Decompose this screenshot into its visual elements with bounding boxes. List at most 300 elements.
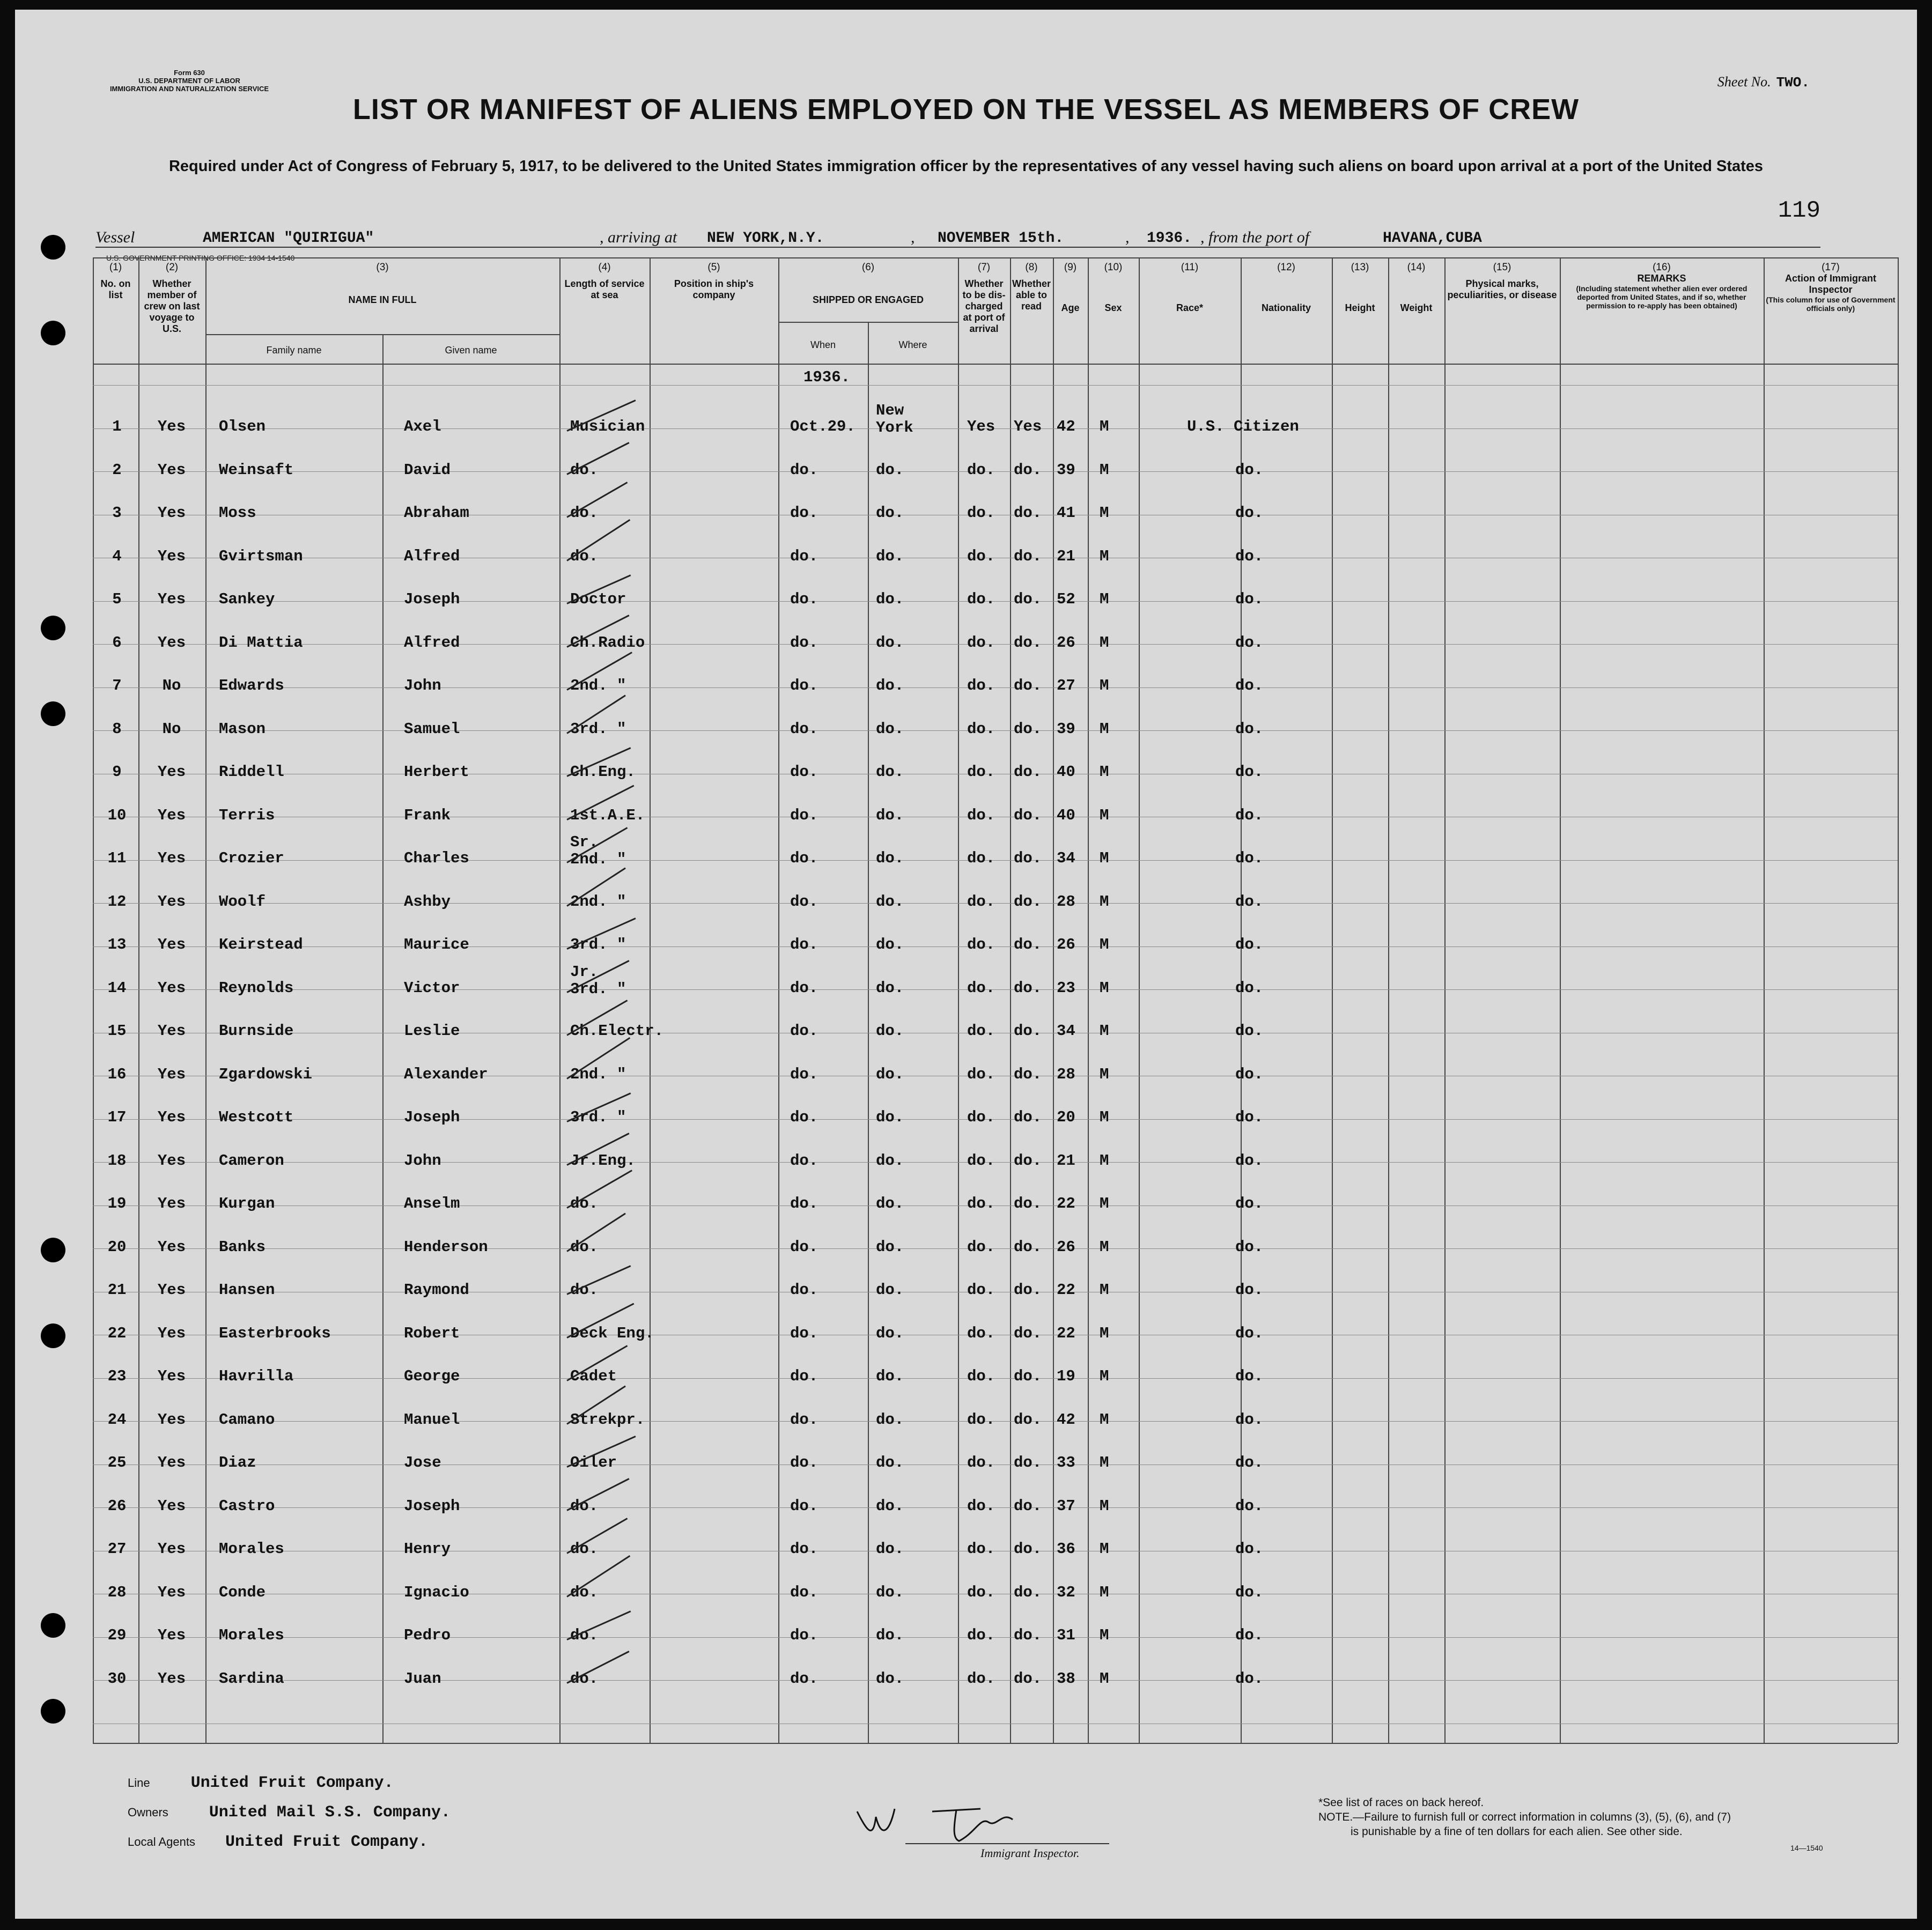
cell-age: 27 xyxy=(1057,677,1075,694)
column-divider xyxy=(958,257,959,1743)
cell-nationality: do. xyxy=(1235,1411,1264,1429)
manifest-sheet xyxy=(15,10,1917,1919)
column-divider xyxy=(382,334,384,1743)
cell-given: Pedro xyxy=(404,1626,451,1644)
cell-family: Reynolds xyxy=(219,979,294,997)
cell-position: Musician xyxy=(570,418,645,435)
cell-family: Weinsaft xyxy=(219,461,294,479)
column-divider xyxy=(1388,257,1389,1743)
cell-read: do. xyxy=(1014,1152,1042,1170)
cell-sex: M xyxy=(1100,1454,1109,1471)
cell-when: do. xyxy=(790,1238,818,1256)
cell-read: do. xyxy=(1014,1195,1042,1212)
cell-family: Hansen xyxy=(219,1281,275,1299)
column-divider xyxy=(650,257,651,1743)
column-subheader: Given name xyxy=(445,345,497,356)
cell-family: Kurgan xyxy=(219,1195,275,1212)
row-rule xyxy=(93,989,1898,990)
cell-disch: do. xyxy=(967,1626,996,1644)
cell-nationality: do. xyxy=(1235,634,1264,652)
departure-port: HAVANA,CUBA xyxy=(1383,230,1482,247)
cell-when: do. xyxy=(790,849,818,867)
cell-nationality: do. xyxy=(1235,763,1264,781)
cell-read: do. xyxy=(1014,1584,1042,1601)
cell-when: do. xyxy=(790,1195,818,1212)
cell-position: do. xyxy=(570,1238,599,1256)
cell-given: Manuel xyxy=(404,1411,460,1429)
column-header: (17) Action of Immigrant Inspector (This column for use of Government officials only) xyxy=(1766,262,1896,313)
cell-given: Joseph xyxy=(404,590,460,608)
cell-disch: do. xyxy=(967,936,996,953)
row-rule xyxy=(93,1162,1898,1163)
cell-age: 33 xyxy=(1057,1454,1075,1471)
cell-where: do. xyxy=(876,979,904,997)
cell-nationality: do. xyxy=(1235,936,1264,953)
row-rule xyxy=(93,860,1898,861)
cell-nationality: do. xyxy=(1235,1540,1264,1558)
page-title: LIST OR MANIFEST OF ALIENS EMPLOYED ON THE VESSEL AS MEMBERS OF CREW xyxy=(352,93,1580,125)
cell-age: 22 xyxy=(1057,1195,1075,1212)
binder-hole xyxy=(41,1323,65,1348)
cell-position: Ch.Eng. xyxy=(570,763,636,781)
cell-where: do. xyxy=(876,763,904,781)
cell-disch: do. xyxy=(967,1584,996,1601)
cell-age: 41 xyxy=(1057,504,1075,522)
cell-nationality: do. xyxy=(1235,1195,1264,1212)
cell-read: do. xyxy=(1014,979,1042,997)
cell-position: Jr.Eng. xyxy=(570,1152,636,1170)
cell-no: 11 xyxy=(107,849,127,867)
cell-position: 1st.A.E. xyxy=(570,807,645,824)
cell-where: do. xyxy=(876,1108,904,1126)
cell-where: do. xyxy=(876,1022,904,1040)
cell-age: 22 xyxy=(1057,1325,1075,1342)
row-rule xyxy=(93,1507,1898,1508)
cell-disch: do. xyxy=(967,979,996,997)
cell-sex: M xyxy=(1100,1411,1109,1429)
cell-position: 3rd. " xyxy=(570,720,626,738)
cell-last: Yes xyxy=(157,1497,186,1515)
cell-nationality: do. xyxy=(1235,979,1264,997)
cell-where: do. xyxy=(876,1152,904,1170)
cell-age: 21 xyxy=(1057,1152,1075,1170)
cell-age: 42 xyxy=(1057,1411,1075,1429)
cell-no: 19 xyxy=(107,1195,127,1212)
arrival-date: NOVEMBER 15th. xyxy=(938,230,1064,247)
cell-position: Cadet xyxy=(570,1367,617,1385)
cell-sex: M xyxy=(1100,807,1109,824)
cell-age: 28 xyxy=(1057,893,1075,911)
cell-family: Crozier xyxy=(219,849,284,867)
arrival-year: 1936. xyxy=(1147,230,1192,247)
cell-disch: do. xyxy=(967,1454,996,1471)
column-header: (13) Height xyxy=(1345,262,1375,313)
cell-given: Ashby xyxy=(404,893,451,911)
cell-when: do. xyxy=(790,548,818,565)
cell-given: Ignacio xyxy=(404,1584,469,1601)
cell-age: 20 xyxy=(1057,1108,1075,1126)
cell-age: 40 xyxy=(1057,763,1075,781)
cell-read: do. xyxy=(1014,1238,1042,1256)
binder-hole xyxy=(41,701,65,726)
cell-where: do. xyxy=(876,548,904,565)
cell-when: do. xyxy=(790,504,818,522)
column-header: (8) Whether able to read xyxy=(1012,262,1051,312)
cell-sex: M xyxy=(1100,849,1109,867)
cell-read: do. xyxy=(1014,1281,1042,1299)
cell-position: 2nd. " xyxy=(570,1066,626,1083)
cell-where: do. xyxy=(876,1497,904,1515)
cell-age: 34 xyxy=(1057,1022,1075,1040)
cell-when: do. xyxy=(790,1281,818,1299)
cell-nationality: do. xyxy=(1235,1325,1264,1342)
cell-nationality: do. xyxy=(1235,849,1264,867)
sheet-number: Sheet No. TWO. xyxy=(1717,74,1810,91)
cell-sex: M xyxy=(1100,979,1109,997)
cell-given: Leslie xyxy=(404,1022,460,1040)
cell-position: Sr. 2nd. " xyxy=(570,833,626,868)
cell-position: do. xyxy=(570,548,599,565)
column-header: (10) Sex xyxy=(1104,262,1123,313)
cell-disch: do. xyxy=(967,1066,996,1083)
cell-sex: M xyxy=(1100,1626,1109,1644)
cell-no: 12 xyxy=(107,893,127,911)
cell-given: Alfred xyxy=(404,634,460,652)
cell-read: do. xyxy=(1014,1325,1042,1342)
cell-no: 3 xyxy=(112,504,122,522)
cell-last: Yes xyxy=(157,1022,186,1040)
cell-disch: do. xyxy=(967,1022,996,1040)
cell-no: 7 xyxy=(112,677,122,694)
cell-nationality: do. xyxy=(1235,1238,1264,1256)
cell-nationality: do. xyxy=(1235,677,1264,694)
column-header: (4) Length of service at sea xyxy=(564,262,645,300)
cell-given: Herbert xyxy=(404,763,469,781)
cell-read: do. xyxy=(1014,1626,1042,1644)
cell-no: 23 xyxy=(107,1367,127,1385)
vessel-name: AMERICAN "QUIRIGUA" xyxy=(203,230,374,247)
owners-field: Owners United Mail S.S. Company. xyxy=(128,1803,451,1822)
cell-nationality: do. xyxy=(1235,1626,1264,1644)
cell-disch: do. xyxy=(967,763,996,781)
row-rule xyxy=(93,644,1898,645)
service-check-mark xyxy=(566,1555,630,1598)
cell-read: do. xyxy=(1014,1108,1042,1126)
cell-last: Yes xyxy=(157,418,186,435)
row-rule xyxy=(93,1248,1898,1249)
column-subheader: Where xyxy=(898,339,927,350)
cell-when: do. xyxy=(790,590,818,608)
row-rule xyxy=(93,1637,1898,1638)
cell-given: Abraham xyxy=(404,504,469,522)
cell-no: 26 xyxy=(107,1497,127,1515)
cell-disch: do. xyxy=(967,1670,996,1688)
page-subtitle: Required under Act of Congress of February 5, 1917, to be delivered to the United States immigration officer by the representatives of any vessel having such aliens on board upon arrival at a port of the United States xyxy=(168,158,1764,175)
cell-sex: M xyxy=(1100,677,1109,694)
cell-position: 3rd. " xyxy=(570,936,626,953)
row-rule xyxy=(93,471,1898,472)
cell-given: Henderson xyxy=(404,1238,488,1256)
cell-nationality: do. xyxy=(1235,461,1264,479)
cell-age: 39 xyxy=(1057,461,1075,479)
cell-disch: do. xyxy=(967,807,996,824)
column-divider xyxy=(1898,257,1899,1743)
cell-family: Olsen xyxy=(219,418,266,435)
cell-last: Yes xyxy=(157,548,186,565)
cell-sex: M xyxy=(1100,720,1109,738)
cell-position: Deck Eng. xyxy=(570,1325,654,1342)
cell-no: 29 xyxy=(107,1626,127,1644)
service-check-mark xyxy=(566,1265,631,1295)
cell-family: Easterbrooks xyxy=(219,1325,331,1342)
cell-disch: do. xyxy=(967,1540,996,1558)
cell-family: Sardina xyxy=(219,1670,284,1688)
cell-family: Conde xyxy=(219,1584,266,1601)
service-check-mark xyxy=(566,1170,632,1209)
column-divider xyxy=(1560,257,1561,1743)
cell-age: 37 xyxy=(1057,1497,1075,1515)
service-check-mark xyxy=(566,1610,631,1640)
column-divider xyxy=(1332,257,1333,1743)
cell-when: do. xyxy=(790,1108,818,1126)
column-divider xyxy=(868,322,869,1743)
cell-when: do. xyxy=(790,1325,818,1342)
binder-hole xyxy=(41,1238,65,1262)
cell-family: Zgardowski xyxy=(219,1066,313,1083)
cell-disch: do. xyxy=(967,849,996,867)
cell-age: 36 xyxy=(1057,1540,1075,1558)
cell-last: Yes xyxy=(157,1152,186,1170)
cell-position: do. xyxy=(570,1195,599,1212)
arrival-port: NEW YORK,N.Y. xyxy=(707,230,824,247)
column-divider xyxy=(205,257,207,1743)
cell-last: Yes xyxy=(157,979,186,997)
cell-nationality: do. xyxy=(1235,1022,1264,1040)
cell-nationality: do. xyxy=(1235,1584,1264,1601)
cell-sex: M xyxy=(1100,1281,1109,1299)
row-rule xyxy=(93,601,1898,602)
column-header: (5) Position in ship's company xyxy=(674,262,754,300)
cell-disch: do. xyxy=(967,634,996,652)
cell-where: do. xyxy=(876,720,904,738)
cell-no: 30 xyxy=(107,1670,127,1688)
cell-when: do. xyxy=(790,1367,818,1385)
cell-sex: M xyxy=(1100,1540,1109,1558)
cell-where: do. xyxy=(876,1454,904,1471)
cell-nationality: do. xyxy=(1235,893,1264,911)
column-header: (15) Physical marks, peculiarities, or disease xyxy=(1447,262,1557,300)
cell-disch: do. xyxy=(967,720,996,738)
form-number: Form 630 U.S. DEPARTMENT OF LABOR IMMIGRATION AND NATURALIZATION SERVICE xyxy=(109,69,269,93)
cell-last: Yes xyxy=(157,1108,186,1126)
cell-read: do. xyxy=(1014,936,1042,953)
cell-where: do. xyxy=(876,807,904,824)
cell-sex: M xyxy=(1100,634,1109,652)
cell-family: Sankey xyxy=(219,590,275,608)
column-header: (12) Nationality xyxy=(1261,262,1311,313)
cell-sex: M xyxy=(1100,418,1109,435)
cell-last: Yes xyxy=(157,634,186,652)
cell-family: Morales xyxy=(219,1626,284,1644)
cell-last: Yes xyxy=(157,1454,186,1471)
cell-sex: M xyxy=(1100,1584,1109,1601)
binder-hole xyxy=(41,235,65,260)
cell-when: do. xyxy=(790,893,818,911)
cell-sex: M xyxy=(1100,1195,1109,1212)
cell-given: Charles xyxy=(404,849,469,867)
row-rule xyxy=(93,1119,1898,1120)
cell-no: 22 xyxy=(107,1325,127,1342)
row-rule xyxy=(93,1378,1898,1379)
cell-last: Yes xyxy=(157,504,186,522)
cell-read: do. xyxy=(1014,893,1042,911)
cell-read: do. xyxy=(1014,1497,1042,1515)
cell-family: Diaz xyxy=(219,1454,256,1471)
cell-given: David xyxy=(404,461,451,479)
row-rule xyxy=(93,1680,1898,1681)
column-subheader: When xyxy=(810,339,836,350)
cell-disch: do. xyxy=(967,1195,996,1212)
cell-when: do. xyxy=(790,1411,818,1429)
column-divider xyxy=(1010,257,1011,1743)
cell-last: Yes xyxy=(157,807,186,824)
printing-office-note: U.S. GOVERNMENT PRINTING OFFICE: 1934 14-1540 xyxy=(106,254,295,262)
cell-when: do. xyxy=(790,1584,818,1601)
cell-family: Woolf xyxy=(219,893,266,911)
cell-nationality: do. xyxy=(1235,1281,1264,1299)
cell-age: 26 xyxy=(1057,936,1075,953)
cell-no: 14 xyxy=(107,979,127,997)
cell-age: 26 xyxy=(1057,634,1075,652)
cell-no: 18 xyxy=(107,1152,127,1170)
cell-read: do. xyxy=(1014,1411,1042,1429)
cell-family: Castro xyxy=(219,1497,275,1515)
cell-disch: do. xyxy=(967,1367,996,1385)
cell-position: do. xyxy=(570,1670,599,1688)
inspector-signature xyxy=(852,1795,1120,1854)
cell-no: 10 xyxy=(107,807,127,824)
cell-last: Yes xyxy=(157,461,186,479)
cell-last: Yes xyxy=(157,936,186,953)
cell-no: 5 xyxy=(112,590,122,608)
column-divider xyxy=(93,257,94,1743)
cell-sex: M xyxy=(1100,504,1109,522)
column-header: (2) Whether member of crew on last voyage to U.S. xyxy=(144,262,200,334)
column-subheader: Family name xyxy=(266,345,322,356)
column-header: (1) No. on list xyxy=(100,262,131,300)
service-check-mark xyxy=(566,519,630,561)
cell-where: do. xyxy=(876,1626,904,1644)
column-header: (14) Weight xyxy=(1400,262,1433,313)
cell-family: Terris xyxy=(219,807,275,824)
cell-where: do. xyxy=(876,504,904,522)
cell-disch: do. xyxy=(967,548,996,565)
cell-no: 27 xyxy=(107,1540,127,1558)
column-divider xyxy=(559,257,561,1743)
cell-read: do. xyxy=(1014,677,1042,694)
cell-disch: do. xyxy=(967,1325,996,1342)
column-header: (9) Age xyxy=(1061,262,1080,313)
cell-last: Yes xyxy=(157,1281,186,1299)
cell-last: Yes xyxy=(157,1540,186,1558)
cell-read: do. xyxy=(1014,763,1042,781)
cell-given: Joseph xyxy=(404,1108,460,1126)
cell-family: Banks xyxy=(219,1238,266,1256)
cell-sex: M xyxy=(1100,893,1109,911)
cell-read: do. xyxy=(1014,1022,1042,1040)
cell-family: Camano xyxy=(219,1411,275,1429)
cell-last: Yes xyxy=(157,893,186,911)
cell-age: 31 xyxy=(1057,1626,1075,1644)
cell-given: John xyxy=(404,677,441,694)
cell-age: 23 xyxy=(1057,979,1075,997)
cell-where: do. xyxy=(876,1281,904,1299)
column-divider xyxy=(138,257,139,1743)
cell-where: do. xyxy=(876,1411,904,1429)
row-rule xyxy=(93,903,1898,904)
cell-when: do. xyxy=(790,1497,818,1515)
form-code: 14—1540 xyxy=(1790,1844,1823,1852)
cell-last: Yes xyxy=(157,1325,186,1342)
cell-where: do. xyxy=(876,1584,904,1601)
cell-no: 2 xyxy=(112,461,122,479)
cell-no: 1 xyxy=(112,418,122,435)
cell-nationality: do. xyxy=(1235,1497,1264,1515)
cell-when: do. xyxy=(790,634,818,652)
cell-given: Raymond xyxy=(404,1281,469,1299)
cell-given: Alfred xyxy=(404,548,460,565)
cell-where: do. xyxy=(876,634,904,652)
cell-read: do. xyxy=(1014,548,1042,565)
cell-read: do. xyxy=(1014,461,1042,479)
cell-position: do. xyxy=(570,1626,599,1644)
cell-sex: M xyxy=(1100,1152,1109,1170)
cell-position: Strekpr. xyxy=(570,1411,645,1429)
cell-nationality: do. xyxy=(1235,1108,1264,1126)
cell-where: do. xyxy=(876,893,904,911)
cell-age: 39 xyxy=(1057,720,1075,738)
cell-nationality: do. xyxy=(1235,807,1264,824)
cell-given: Axel xyxy=(404,418,441,435)
binder-hole xyxy=(41,1699,65,1724)
cell-no: 4 xyxy=(112,548,122,565)
cell-age: 42 xyxy=(1057,418,1075,435)
row-rule xyxy=(93,428,1898,429)
cell-age: 22 xyxy=(1057,1281,1075,1299)
cell-no: 15 xyxy=(107,1022,127,1040)
cell-when: do. xyxy=(790,1022,818,1040)
header-bottom-border xyxy=(93,364,1898,365)
row-rule xyxy=(93,385,1898,386)
cell-nationality: do. xyxy=(1235,548,1264,565)
cell-no: 9 xyxy=(112,763,122,781)
cell-position: Ch.Radio xyxy=(570,634,645,652)
line-field: Line United Fruit Company. xyxy=(128,1774,394,1792)
footnotes: *See list of races on back hereof. NOTE.—Failure to furnish full or correct information in columns (3), (5), (6), and (7) is punishable by a fine of ten dollars for each alien. See other side. xyxy=(1318,1796,1731,1838)
cell-sex: M xyxy=(1100,1670,1109,1688)
cell-last: No xyxy=(162,677,181,694)
column-header: (16) REMARKS (Including statement whether alien ever ordered deported from United States, and if so, whether permission to re-apply has been obtained) xyxy=(1576,262,1747,310)
cell-family: Westcott xyxy=(219,1108,294,1126)
cell-position: do. xyxy=(570,504,599,522)
cell-position: Jr. 3rd. " xyxy=(570,963,626,998)
cell-read: do. xyxy=(1014,1670,1042,1688)
cell-family: Edwards xyxy=(219,677,284,694)
inspector-label: Immigrant Inspector. xyxy=(980,1846,1080,1860)
cell-where: do. xyxy=(876,590,904,608)
cell-last: Yes xyxy=(157,1195,186,1212)
cell-position: do. xyxy=(570,461,599,479)
